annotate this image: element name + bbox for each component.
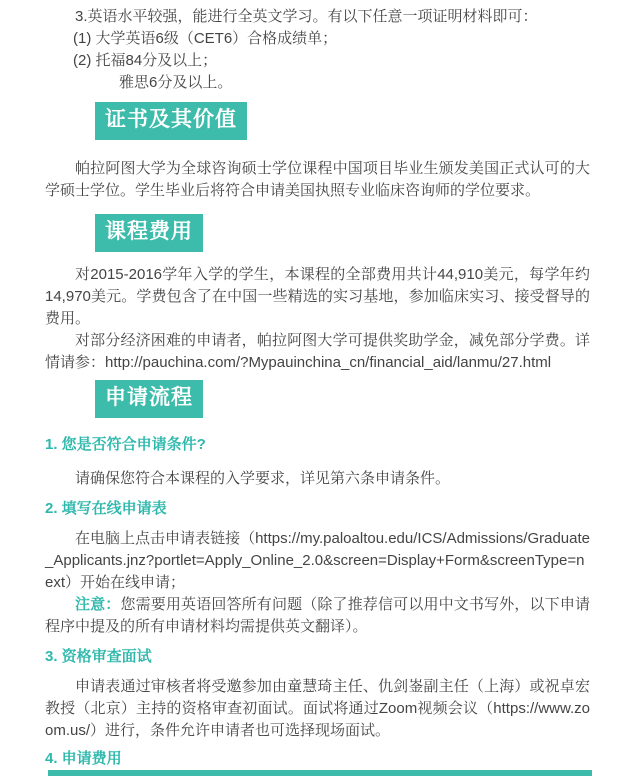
footer-accent-bar <box>48 770 592 776</box>
section-heading-certificate-value: 证书及其价值 <box>95 102 247 140</box>
english-requirement-block <box>45 6 590 94</box>
step-4-title: 4. 申请费用 <box>45 750 122 767</box>
english-requirement-item-cet6: (1) 大学英语6级（CET6）合格成绩单； <box>73 30 338 47</box>
financial-aid-url: http://pauchina.com/?Mypauinchina_cn/financial_aid/lanmu/27.html <box>105 354 552 371</box>
english-requirement-item-toefl: (2) 托福84分及以上； <box>73 52 218 69</box>
english-requirement-item-ielts: 雅思6分及以上。 <box>119 74 233 91</box>
step-2-note <box>45 594 590 638</box>
note-label: 注意： <box>75 596 121 613</box>
course-fees-paragraph: 对2015-2016学年入学的学生，本课程的全部费用共计44,910美元，每学年约14,970美元。学费包含了在中国一些精选的实习基地，参加临床实习、接受督导的费用。 <box>45 266 590 327</box>
step-2-title: 2. 填写在线申请表 <box>45 500 167 517</box>
step-1-title: 1. 您是否符合申请条件? <box>45 436 206 453</box>
english-requirement-intro: 3.英语水平较强，能进行全英文学习。有以下任意一项证明材料即可： <box>75 8 538 25</box>
step-1-body: 请确保您符合本课程的入学要求，详见第六条申请条件。 <box>75 470 451 487</box>
section-heading-application-process: 申请流程 <box>95 380 203 418</box>
step-3-body: 申请表通过审核者将受邀参加由童慧琦主任、仇剑崟副主任（上海）或祝卓宏教授（北京）主持的资格审查初面试。面试将通过Zoom视频会议（https://www.zoom.us/）进行，条件允许申请者也可选择现场面试。 <box>45 678 590 739</box>
step-3-title: 3. 资格审查面试 <box>45 648 152 665</box>
note-text: 您需要用英语回答所有问题（除了推荐信可以用中文书写外，以下申请程序中提及的所有申请材料均需提供英文翻译）。 <box>45 596 590 635</box>
financial-aid-paragraph <box>45 330 590 374</box>
certificate-value-paragraph: 帕拉阿图大学为全球咨询硕士学位课程中国项目毕业生颁发美国正式认可的大学硕士学位。学生毕业后将符合申请美国执照专业临床咨询师的学位要求。 <box>45 160 590 199</box>
certificate-heading-row <box>45 102 590 140</box>
step-2-body: 在电脑上点击申请表链接（https://my.paloaltou.edu/ICS/Admissions/Graduate_Applicants.jnz?portlet=Apply_Online_2.0&screen=Display+Form&screenType=next）开始在线申请； <box>45 530 590 591</box>
financial-aid-text: 对部分经济困难的申请者，帕拉阿图大学可提供奖助学金，减免部分学费。详情请参： <box>45 332 590 371</box>
process-heading-row <box>45 380 590 418</box>
section-heading-course-fees: 课程费用 <box>95 214 203 252</box>
fees-heading-row <box>45 214 590 252</box>
